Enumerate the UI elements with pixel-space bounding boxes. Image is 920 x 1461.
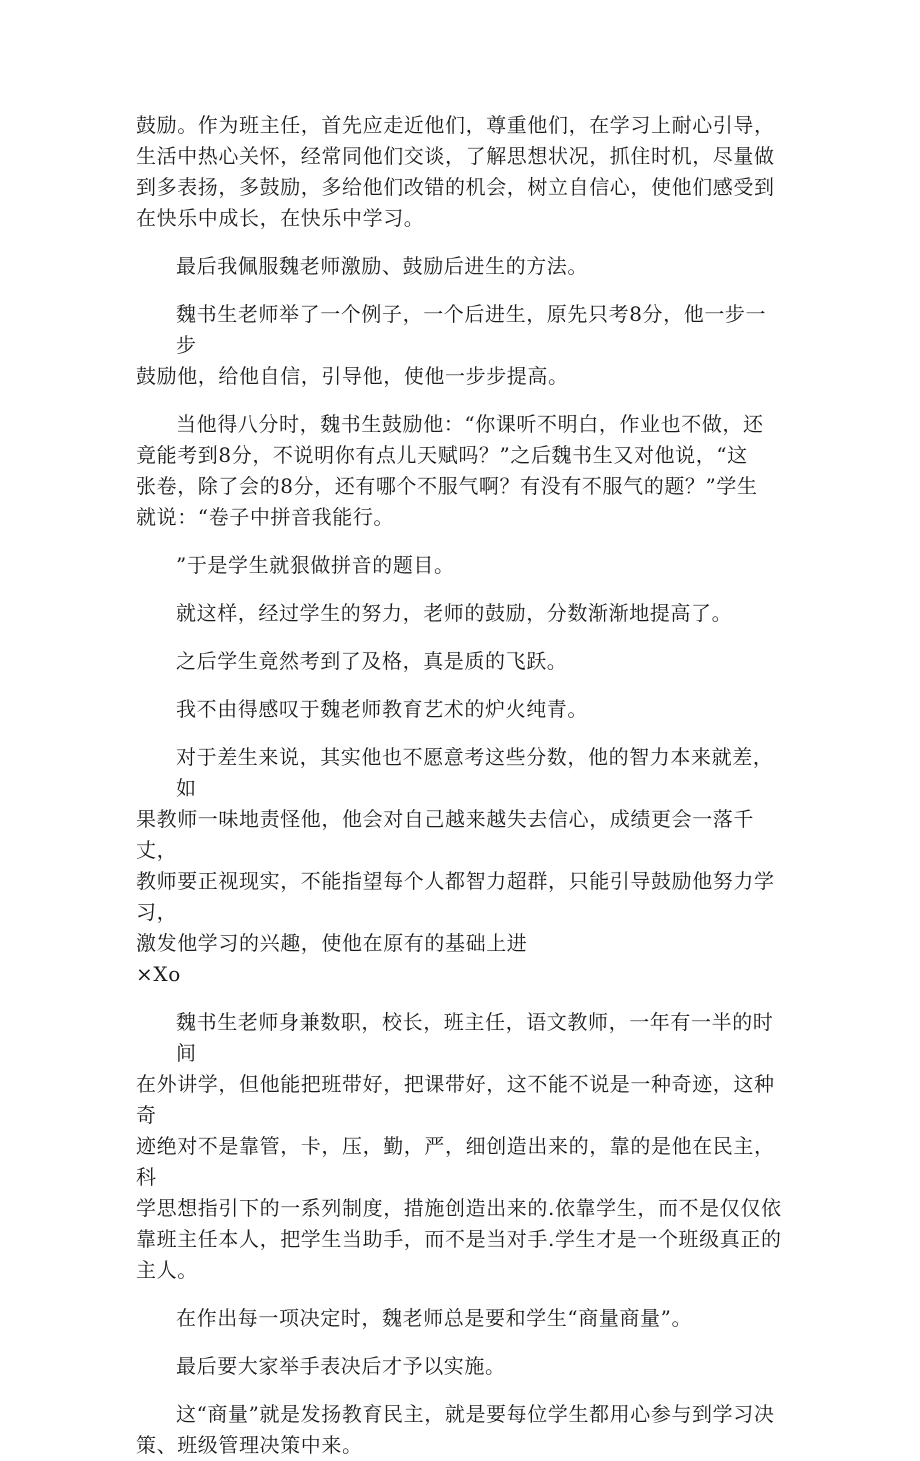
- text-line: 鼓励。作为班主任，首先应走近他们，尊重他们，在学习上耐心引导，: [136, 113, 775, 137]
- text-line: 策、班级管理决策中来。: [136, 1433, 363, 1457]
- paragraph: [136, 251, 784, 282]
- text-line: 靠班主任本人，把学生当助手，而不是当对手.学生才是一个班级真正的: [136, 1227, 782, 1251]
- text-line: 最后我佩服魏老师激励、鼓励后进生的方法。: [176, 254, 588, 278]
- text-line: 在快乐中成长，在快乐中学习。: [136, 206, 425, 230]
- text-line: 在作出每一项决定时，魏老师总是要和学生“商量商量”。: [176, 1306, 693, 1330]
- text-line: 我不由得感叹于魏老师教育艺术的炉火纯青。: [176, 697, 588, 721]
- paragraph: [136, 742, 784, 959]
- text-line: ”于是学生就狠做拼音的题目。: [176, 553, 455, 577]
- paragraph: [136, 409, 784, 533]
- paragraph: [136, 1351, 784, 1382]
- document-page: [136, 110, 784, 1461]
- text-line: 教师要正视现实，不能指望每个人都智力超群，只能引导鼓励他努力学习，: [136, 869, 775, 924]
- paragraph: [136, 550, 784, 581]
- text-line: 竟能考到8分，不说明你有点儿天赋吗？”之后魏书生又对他说，“这: [136, 443, 748, 467]
- text-line: 学思想指引下的一系列制度，措施创造出来的.依靠学生，而不是仅仅依: [136, 1196, 782, 1220]
- text-line: 魏书生老师举了一个例子，一个后进生，原先只考8分，他一步一步: [176, 302, 767, 357]
- paragraph: [136, 959, 784, 990]
- paragraph: [136, 1303, 784, 1334]
- text-line: 魏书生老师身兼数职，校长，班主任，语文教师，一年有一半的时间: [176, 1010, 774, 1065]
- text-line: 这“商量”就是发扬教育民主，就是要每位学生都用心参与到学习决: [176, 1402, 775, 1426]
- text-line: 到多表扬，多鼓励，多给他们改错的机会，树立自信心，使他们感受到: [136, 175, 775, 199]
- paragraph: [136, 110, 784, 234]
- text-line: 在外讲学，但他能把班带好，把课带好，这不能不说是一种奇迹，这种奇: [136, 1072, 775, 1127]
- text-line: 主人。: [136, 1258, 198, 1282]
- text-line: 果教师一味地责怪他，他会对自己越来越失去信心，成绩更会一落千丈，: [136, 807, 754, 862]
- paragraph: [136, 1399, 784, 1461]
- text-line: 张卷，除了会的8分，还有哪个不服气啊？有没有不服气的题？”学生: [136, 474, 758, 498]
- paragraph: [136, 1007, 784, 1286]
- text-line: 对于差生来说，其实他也不愿意考这些分数，他的智力本来就差，如: [176, 745, 774, 800]
- text-line: 就这样，经过学生的努力，老师的鼓励，分数渐渐地提高了。: [176, 601, 733, 625]
- text-line: ×Xo: [136, 962, 181, 986]
- text-line: 之后学生竟然考到了及格，真是质的飞跃。: [176, 649, 568, 673]
- text-line: 鼓励他，给他自信，引导他，使他一步步提高。: [136, 364, 569, 388]
- text-line: 当他得八分时，魏书生鼓励他：“你课听不明白，作业也不做，还: [176, 412, 764, 436]
- paragraph: [136, 299, 784, 392]
- paragraph: [136, 598, 784, 629]
- text-line: 生活中热心关怀，经常同他们交谈，了解思想状况，抓住时机，尽量做: [136, 144, 775, 168]
- text-line: 就说：“卷子中拼音我能行。: [136, 505, 395, 529]
- paragraph: [136, 646, 784, 677]
- text-line: 激发他学习的兴趣，使他在原有的基础上进: [136, 931, 528, 955]
- text-line: 迹绝对不是靠管，卡，压，勤，严，细创造出来的，靠的是他在民主，科: [136, 1134, 775, 1189]
- text-line: 最后要大家举手表决后才予以实施。: [176, 1354, 506, 1378]
- paragraph: [136, 694, 784, 725]
